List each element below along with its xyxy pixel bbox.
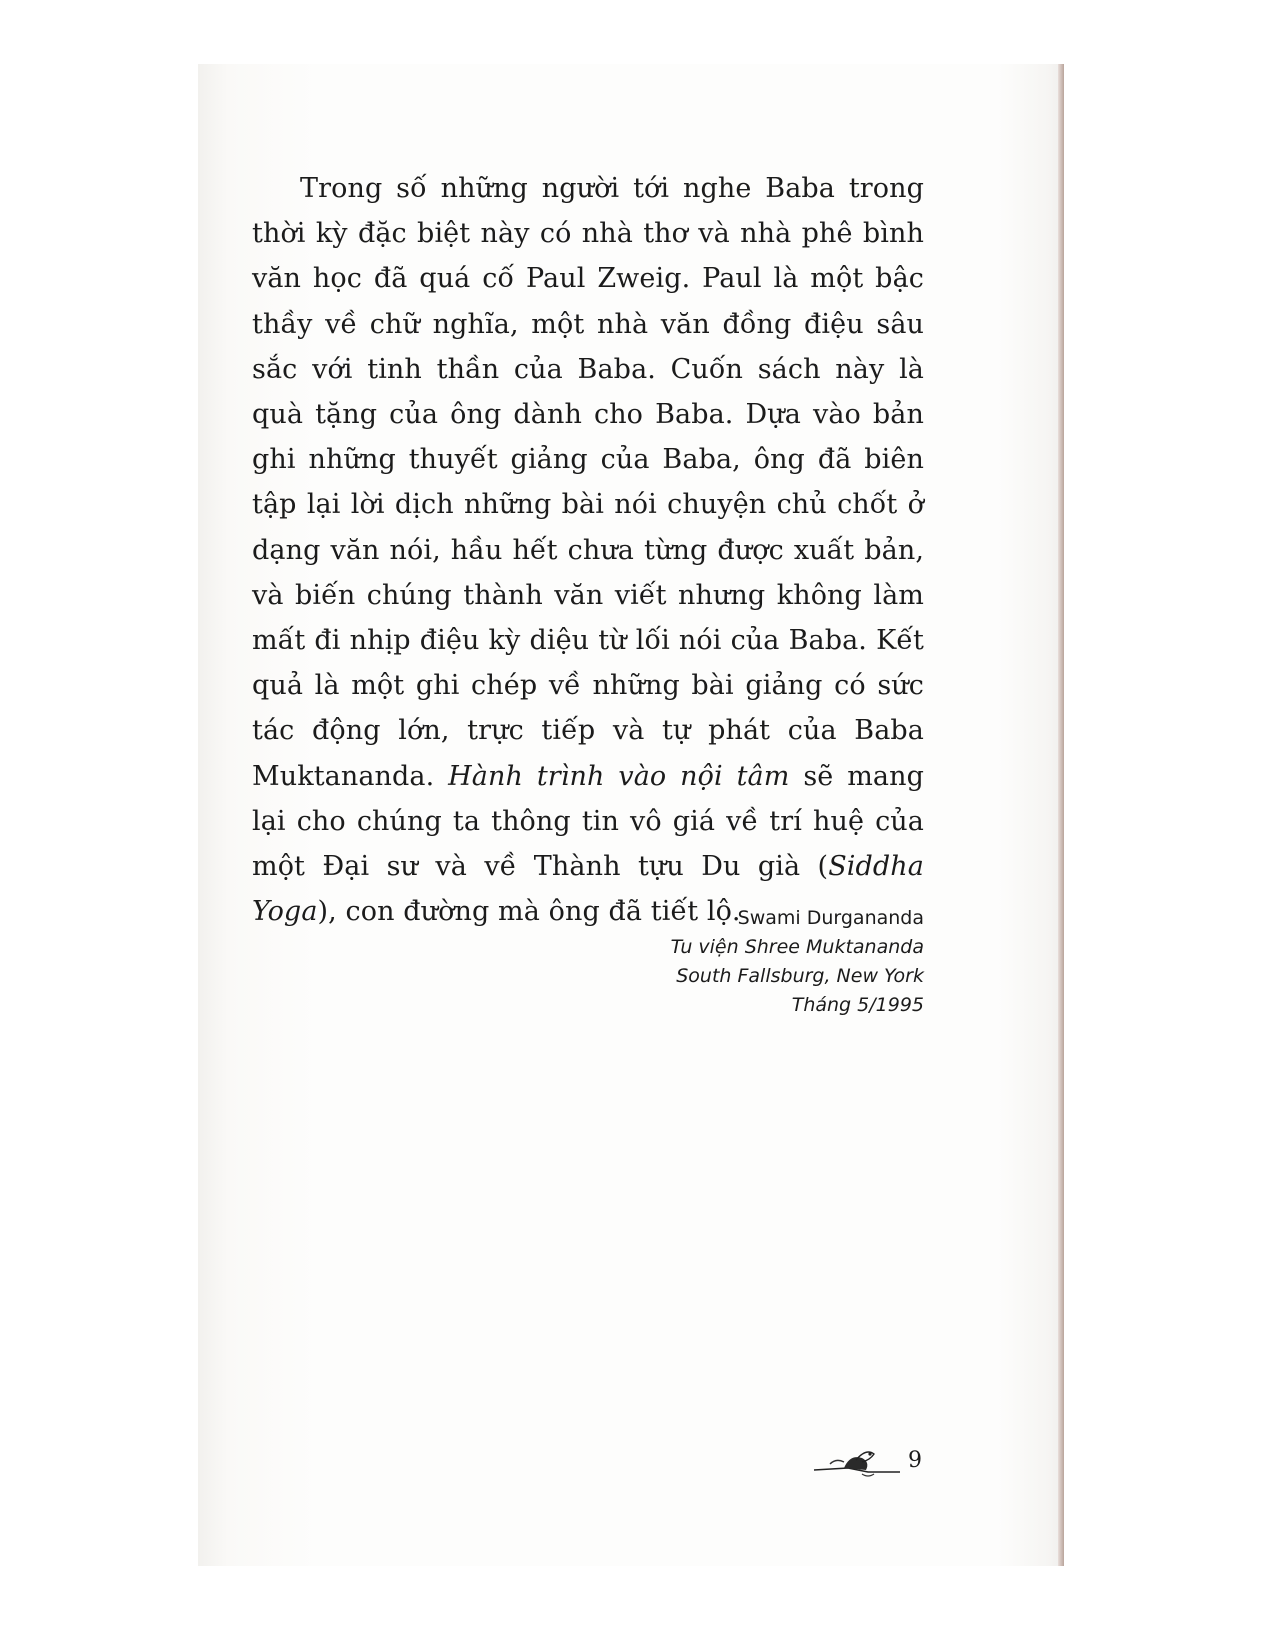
signature-location: South Fallsburg, New York: [676, 965, 924, 987]
siddha-yoga-term: Siddha Yoga: [252, 851, 924, 928]
paragraph-text-part2: sẽ mang lại cho chúng ta thông tin vô giá về trí huệ của một Đại sư và về Thành tựu Du già (: [252, 760, 924, 883]
signature-place: Tu viện Shree Muktananda: [670, 936, 924, 958]
page-edge: [1058, 64, 1064, 1566]
body-paragraph: [252, 166, 924, 934]
paragraph-text-part3: ), con đường mà ông đã tiết lộ.: [317, 896, 741, 928]
paragraph-text-part1: Trong số những người tới nghe Baba trong thời kỳ đặc biệt này có nhà thơ và nhà phê bình văn học đã quá cố Paul Zweig. Paul là một bậc thầy về chữ nghĩa, một nhà văn đồng điệu sâu sắc với tinh thần của Baba. Cuốn sách này là quà tặng của ông dành cho Baba. Dựa vào bản ghi những thuyết giảng của Baba, ông đã biên tập lại lời dịch những bài nói chuyện chủ chốt ở dạng văn nói, hầu hết chưa từng được xuất bản, và biến chúng thành văn viết nhưng không làm mất đi nhịp điệu kỳ diệu từ lối nói của Baba. Kết quả là một ghi chép về những bài giảng có sức tác động lớn, trực tiếp và tự phát của Baba Muktananda.: [252, 173, 924, 792]
book-title: Hành trình vào nội tâm: [448, 760, 790, 792]
page-number: 9: [908, 1448, 922, 1473]
bird-ornament-icon: [810, 1446, 906, 1482]
signature-date: Tháng 5/1995: [791, 994, 924, 1016]
signature-block: [560, 904, 924, 1020]
signature-author: Swami Durgananda: [737, 907, 924, 929]
page-footer: [810, 1446, 930, 1486]
